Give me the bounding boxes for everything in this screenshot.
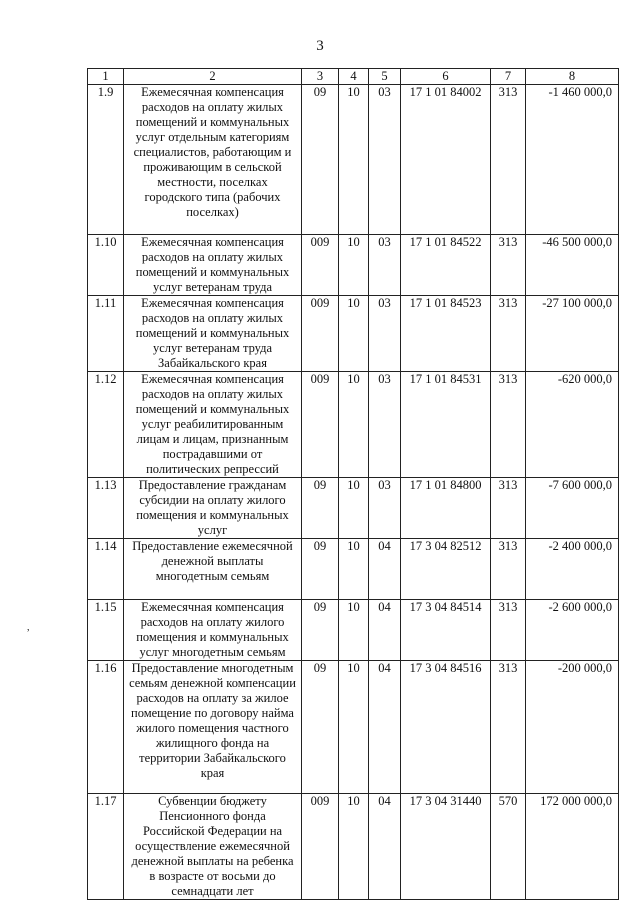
row-amount: 172 000 000,0 bbox=[526, 794, 619, 900]
row-col-5: 03 bbox=[369, 296, 401, 372]
row-target-code: 17 1 01 84531 bbox=[401, 372, 491, 478]
row-description: Предоставление гражданам субсидии на оплату жилого помещения и коммунальных услуг bbox=[124, 478, 302, 539]
row-col-4: 10 bbox=[339, 372, 369, 478]
row-description: Предоставление многодетным семьям денежной компенсации расходов на оплату за жилое помещение по договору найма жилого помещения частного жилищного фонда на территории Забайкальского края bbox=[124, 661, 302, 794]
row-col-4: 10 bbox=[339, 235, 369, 296]
row-col-4: 10 bbox=[339, 539, 369, 600]
row-amount: -46 500 000,0 bbox=[526, 235, 619, 296]
header-row bbox=[88, 69, 619, 85]
row-expense-type: 313 bbox=[491, 539, 526, 600]
row-number: 1.15 bbox=[88, 600, 124, 661]
row-amount: -620 000,0 bbox=[526, 372, 619, 478]
row-col-4: 10 bbox=[339, 600, 369, 661]
row-amount: -27 100 000,0 bbox=[526, 296, 619, 372]
row-col-4: 10 bbox=[339, 296, 369, 372]
row-col-3: 009 bbox=[302, 296, 339, 372]
row-expense-type: 570 bbox=[491, 794, 526, 900]
row-expense-type: 313 bbox=[491, 235, 526, 296]
header-col-4: 4 bbox=[339, 69, 369, 85]
row-amount: -200 000,0 bbox=[526, 661, 619, 794]
row-expense-type: 313 bbox=[491, 600, 526, 661]
row-number: 1.17 bbox=[88, 794, 124, 900]
table-row bbox=[88, 235, 619, 296]
row-description: Ежемесячная компенсация расходов на оплату жилых помещений и коммунальных услуг реабилитированным лицам и лицам, признанным пострадавшими от политических репрессий bbox=[124, 372, 302, 478]
row-col-3: 09 bbox=[302, 539, 339, 600]
table-row bbox=[88, 600, 619, 661]
row-col-3: 009 bbox=[302, 794, 339, 900]
row-target-code: 17 3 04 84516 bbox=[401, 661, 491, 794]
row-col-5: 04 bbox=[369, 794, 401, 900]
stray-mark: , bbox=[27, 622, 30, 633]
row-target-code: 17 3 04 82512 bbox=[401, 539, 491, 600]
row-number: 1.11 bbox=[88, 296, 124, 372]
row-col-3: 09 bbox=[302, 478, 339, 539]
row-col-4: 10 bbox=[339, 85, 369, 235]
row-col-3: 09 bbox=[302, 661, 339, 794]
header-col-5: 5 bbox=[369, 69, 401, 85]
row-amount: -7 600 000,0 bbox=[526, 478, 619, 539]
row-description: Субвенции бюджету Пенсионного фонда Российской Федерации на осуществление ежемесячной денежной выплаты на ребенка в возрасте от восьми до семнадцати лет bbox=[124, 794, 302, 900]
row-col-3: 09 bbox=[302, 600, 339, 661]
row-col-3: 009 bbox=[302, 372, 339, 478]
row-number: 1.13 bbox=[88, 478, 124, 539]
row-amount: -1 460 000,0 bbox=[526, 85, 619, 235]
row-col-5: 04 bbox=[369, 539, 401, 600]
row-description: Ежемесячная компенсация расходов на оплату жилых помещений и коммунальных услуг ветеранам труда bbox=[124, 235, 302, 296]
row-description: Ежемесячная компенсация расходов на оплату жилых помещений и коммунальных услуг отдельным категориям специалистов, работающим и проживающим в сельской местности, поселках городского типа (рабочих поселках) bbox=[124, 85, 302, 235]
row-col-5: 03 bbox=[369, 372, 401, 478]
row-col-4: 10 bbox=[339, 661, 369, 794]
row-number: 1.9 bbox=[88, 85, 124, 235]
row-number: 1.12 bbox=[88, 372, 124, 478]
row-expense-type: 313 bbox=[491, 85, 526, 235]
row-col-5: 03 bbox=[369, 478, 401, 539]
table-row bbox=[88, 372, 619, 478]
row-target-code: 17 1 01 84522 bbox=[401, 235, 491, 296]
table-row bbox=[88, 478, 619, 539]
table-row bbox=[88, 296, 619, 372]
row-target-code: 17 1 01 84523 bbox=[401, 296, 491, 372]
header-col-2: 2 bbox=[124, 69, 302, 85]
header-col-3: 3 bbox=[302, 69, 339, 85]
row-col-5: 03 bbox=[369, 235, 401, 296]
row-col-4: 10 bbox=[339, 478, 369, 539]
row-description: Ежемесячная компенсация расходов на оплату жилых помещений и коммунальных услуг ветеранам труда Забайкальского края bbox=[124, 296, 302, 372]
row-expense-type: 313 bbox=[491, 372, 526, 478]
row-number: 1.14 bbox=[88, 539, 124, 600]
row-description: Предоставление ежемесячной денежной выплаты многодетным семьям bbox=[124, 539, 302, 600]
row-col-3: 009 bbox=[302, 235, 339, 296]
row-target-code: 17 3 04 31440 bbox=[401, 794, 491, 900]
header-col-7: 7 bbox=[491, 69, 526, 85]
row-col-5: 04 bbox=[369, 661, 401, 794]
row-col-5: 03 bbox=[369, 85, 401, 235]
header-col-1: 1 bbox=[88, 69, 124, 85]
row-col-3: 09 bbox=[302, 85, 339, 235]
row-amount: -2 600 000,0 bbox=[526, 600, 619, 661]
row-col-5: 04 bbox=[369, 600, 401, 661]
row-col-4: 10 bbox=[339, 794, 369, 900]
table-row bbox=[88, 794, 619, 900]
table-row bbox=[88, 661, 619, 794]
page-number: 3 bbox=[316, 38, 324, 54]
row-expense-type: 313 bbox=[491, 661, 526, 794]
row-target-code: 17 1 01 84800 bbox=[401, 478, 491, 539]
row-description: Ежемесячная компенсация расходов на оплату жилого помещения и коммунальных услуг многодетным семьям bbox=[124, 600, 302, 661]
row-target-code: 17 3 04 84514 bbox=[401, 600, 491, 661]
row-number: 1.16 bbox=[88, 661, 124, 794]
table-row bbox=[88, 85, 619, 235]
row-expense-type: 313 bbox=[491, 296, 526, 372]
row-amount: -2 400 000,0 bbox=[526, 539, 619, 600]
header-col-8: 8 bbox=[526, 69, 619, 85]
row-target-code: 17 1 01 84002 bbox=[401, 85, 491, 235]
table-row bbox=[88, 539, 619, 600]
row-expense-type: 313 bbox=[491, 478, 526, 539]
budget-table bbox=[87, 68, 619, 900]
header-col-6: 6 bbox=[401, 69, 491, 85]
row-number: 1.10 bbox=[88, 235, 124, 296]
